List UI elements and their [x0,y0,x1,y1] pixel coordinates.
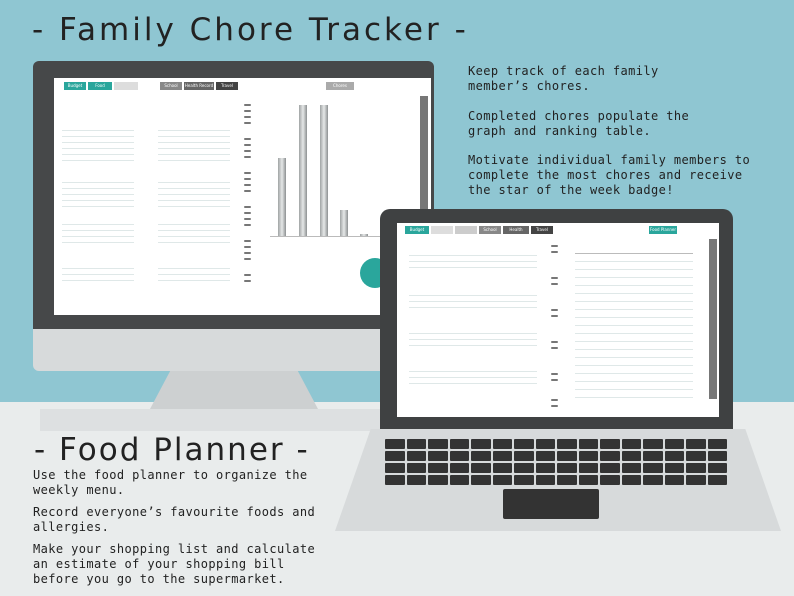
laptop-tab-health[interactable]: Health Record [503,226,529,234]
tab-health[interactable]: Health Record [184,83,214,88]
food-desc-3: Make your shopping list and calculate an estimate of your shopping bill before you go to the supermarket. [33,542,316,586]
tab-budget[interactable]: Budget [64,82,86,90]
monitor-stand [150,371,318,409]
monitor-chin [33,329,434,371]
tab-blank[interactable] [114,82,138,90]
food-planner-heading: - Food Planner - [34,432,310,468]
chore-desc-2: Completed chores populate the graph and ranking table. [468,109,690,138]
chart-caption: Chores [326,82,354,90]
laptop-tab-travel[interactable]: Travel [531,226,553,234]
side-tab-strip[interactable] [420,96,428,226]
laptop-tab-budget[interactable]: Budget [405,226,429,234]
monitor-screen [54,78,431,315]
laptop-tab-blank-2[interactable] [455,226,477,234]
laptop-side-tab-strip[interactable] [709,239,717,399]
laptop-tab-blank-1[interactable] [431,226,453,234]
chore-desc-1: Keep track of each family member’s chores. [468,64,659,93]
chore-tracker-heading: - Family Chore Tracker - [32,12,469,48]
laptop-tab-school[interactable]: School [479,226,501,234]
laptop-header-food-planner: Food Planner [649,227,676,232]
tab-food-planner[interactable]: Food Planner [88,82,112,90]
food-desc-2: Record everyone’s favourite foods and allergies. [33,505,316,534]
laptop-trackpad [503,489,599,519]
laptop-keyboard [385,439,727,485]
laptop-screen [397,223,719,417]
tab-school[interactable]: School [160,82,182,90]
food-desc-1: Use the food planner to organize the weekly menu. [33,468,308,497]
chore-desc-3: Motivate individual family members to complete the most chores and receive the star of the week badge! [468,153,751,197]
monitor-base [40,409,430,431]
tab-travel[interactable]: Travel [216,82,238,90]
